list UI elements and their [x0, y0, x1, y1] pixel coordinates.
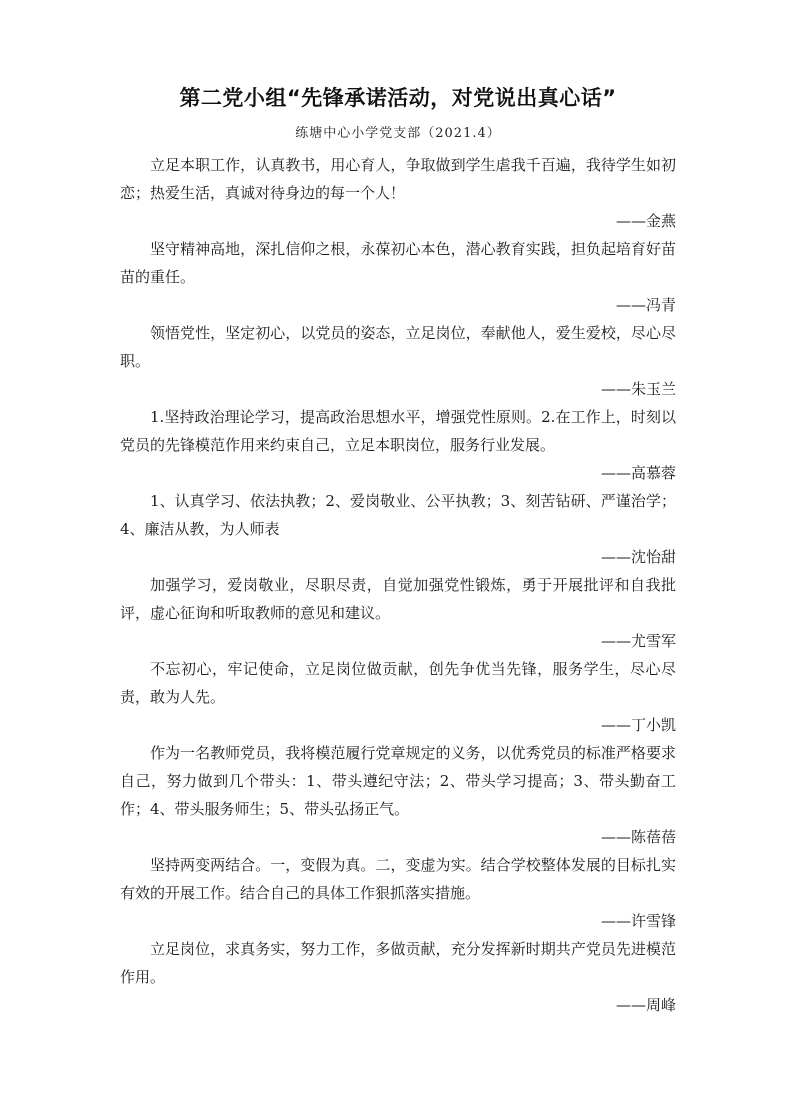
- pledge-text: 加强学习，爱岗敬业，尽职尽责，自觉加强党性锻炼，勇于开展批评和自我批评，虚心征询和听取教师的意见和建议。: [120, 576, 676, 622]
- pledge-entry: [120, 571, 676, 655]
- pledge-text: 坚守精神高地，深扎信仰之根，永葆初心本色，潜心教育实践，担负起培育好苗苗的重任。: [120, 240, 676, 286]
- pledge-author: ——沈怡甜: [600, 548, 676, 566]
- pledge-text: 坚持两变两结合。一，变假为真。二，变虚为实。结合学校整体发展的目标扎实有效的开展工作。结合自己的具体工作狠抓落实措施。: [120, 856, 676, 902]
- pledge-text: 1、认真学习、依法执教；2、爱岗敬业、公平执教；3、刻苦钻研、严谨治学；4、廉洁从教，为人师表: [120, 492, 676, 538]
- pledge-author: ——丁小凯: [600, 716, 676, 734]
- pledge-author: ——冯青: [615, 296, 676, 314]
- document-page: [120, 82, 676, 1019]
- pledge-entry: [120, 851, 676, 935]
- pledge-text: 领悟党性，坚定初心，以党员的姿态，立足岗位，奉献他人，爱生爱校，尽心尽职。: [120, 324, 676, 370]
- pledge-text: 1.坚持政治理论学习，提高政治思想水平，增强党性原则。2.在工作上，时刻以党员的先锋模范作用来约束自己，立足本职岗位，服务行业发展。: [120, 408, 676, 454]
- pledge-author: ——尤雪军: [600, 632, 676, 650]
- pledge-author: ——陈蓓蓓: [600, 828, 676, 846]
- pledge-author: ——周峰: [615, 996, 676, 1014]
- pledge-text: 不忘初心，牢记使命，立足岗位做贡献，创先争优当先锋，服务学生，尽心尽责，敢为人先。: [120, 660, 676, 706]
- document-title: 第二党小组“先锋承诺活动，对党说出真心话”: [179, 86, 617, 110]
- pledge-entry: [120, 655, 676, 739]
- pledge-author: ——朱玉兰: [600, 380, 676, 398]
- document-subtitle: 练塘中心小学党支部（2021.4）: [295, 126, 501, 141]
- pledge-author: ——许雪锋: [600, 912, 676, 930]
- pledge-entry: [120, 935, 676, 1019]
- pledge-author: ——高慕蓉: [600, 464, 676, 482]
- pledge-entry: [120, 403, 676, 487]
- pledge-entry: [120, 487, 676, 571]
- pledge-entry: [120, 235, 676, 319]
- pledge-entry: [120, 319, 676, 403]
- pledge-text: 立足本职工作，认真教书，用心育人，争取做到学生虐我千百遍，我待学生如初恋；热爱生活，真诚对待身边的每一个人！: [120, 156, 676, 202]
- pledge-text: 作为一名教师党员，我将模范履行党章规定的义务，以优秀党员的标准严格要求自己，努力做到几个带头：1、带头遵纪守法；2、带头学习提高；3、带头勤奋工作；4、带头服务师生；5、带头弘扬正气。: [120, 744, 676, 818]
- pledge-text: 立足岗位，求真务实，努力工作，多做贡献，充分发挥新时期共产党员先进模范作用。: [120, 940, 676, 986]
- pledge-entry: [120, 151, 676, 235]
- pledge-author: ——金燕: [615, 212, 676, 230]
- pledge-entry: [120, 739, 676, 851]
